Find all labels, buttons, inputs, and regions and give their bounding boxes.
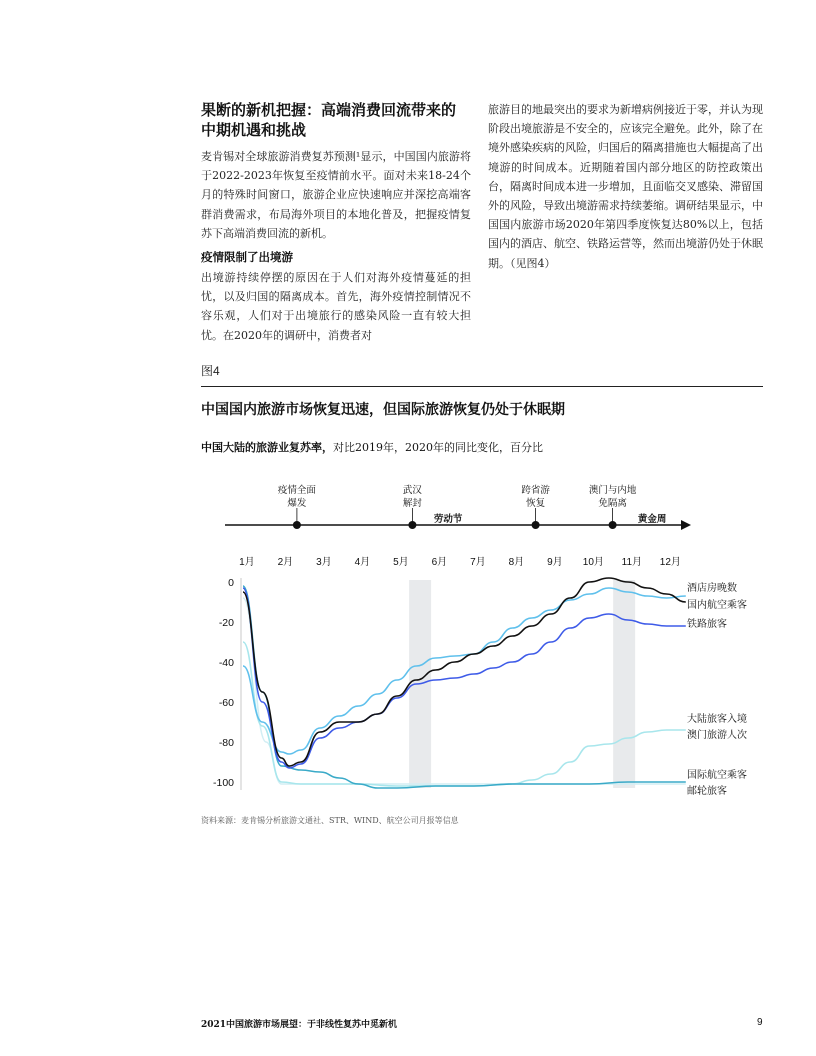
timeline-event-label-3-line1: 澳门与内地 (588, 485, 637, 496)
series-label-2: 铁路旅客 (687, 619, 727, 630)
recovery-line-chart (201, 470, 763, 810)
source-note: 资料来源：麦肯锡分析旅游文通社、STR、WIND、航空公司月报等信息 (201, 816, 459, 825)
timeline-event-label-0-line2: 爆发 (287, 498, 307, 509)
y-tick-label-3: -60 (218, 697, 234, 709)
month-tick-label-1: 2月 (277, 557, 294, 568)
timeline-event-label-2-line2: 恢复 (526, 498, 546, 509)
month-tick-label-9: 10月 (582, 557, 604, 568)
month-tick-label-2: 3月 (316, 557, 332, 568)
timeline-event-label-1-line2: 解封 (402, 498, 422, 509)
series-label-4: 澳门旅游人次 (687, 730, 747, 741)
month-tick-label-0: 1月 (239, 557, 255, 568)
section-title (201, 100, 471, 140)
timeline-event-label-2-line1: 跨省游 (521, 485, 550, 496)
figure-subtitle (201, 439, 543, 455)
y-tick-label-5: -100 (212, 777, 234, 789)
month-tick-label-4: 5月 (393, 557, 409, 568)
article-left-column (201, 100, 471, 345)
body-paragraph-left: 出境游持续停摆的原因在于人们对海外疫情蔓延的担忧，以及归国的隔离成本。首先，海外疫情控制情况不容乐观，人们对于出境旅行的感染风险一直有较大担忧。在2020年的调研中，消费者对 (201, 271, 471, 342)
timeline-event-label-0-line1: 疫情全面 (277, 485, 316, 496)
figure-divider (201, 386, 763, 387)
month-tick-label-5: 6月 (431, 557, 448, 568)
y-tick-label-4: -80 (218, 737, 234, 749)
body-paragraph-right: 旅游目的地最突出的要求为新增病例接近于零，并认为现阶段出境旅游是不安全的，应该完全避免。此外，除了在境外感染疾病的风险，归国后的隔离措施也大幅提高了出境游的时间成本。近期随着国内部分地区的防控政策出台，隔离时间成本进一步增加，且面临交叉感染、滞留国外的风险，导致出境游需求持续萎缩。调研结果显示，中国国内旅游市场2020年第四季度恢复达80%以上，包括国内的酒店、航空、铁路运营等，然而出境游仍处于休眠期。（见图4） (488, 103, 763, 270)
period-label-1: 黄金周 (637, 514, 667, 525)
holiday-band-1 (613, 580, 635, 788)
page-number: 9 (757, 1017, 763, 1028)
month-tick-label-10: 11月 (621, 557, 643, 568)
series-label-6: 邮轮旅客 (687, 786, 727, 797)
month-tick-label-7: 8月 (508, 557, 525, 568)
series-label-0: 酒店房晚数 (687, 583, 737, 594)
article-right-column (488, 100, 763, 273)
y-tick-label-2: -40 (218, 657, 234, 669)
series-label-1: 国内航空乘客 (687, 600, 747, 611)
section-title-line1: 果断的新机把握：高端消费回流带来的 (201, 101, 457, 119)
y-tick-label-0: 0 (228, 577, 234, 589)
month-tick-label-8: 9月 (547, 557, 563, 568)
section-title-line2: 中期机遇和挑战 (201, 121, 307, 139)
figure-label: 图4 (201, 364, 220, 378)
period-label-0: 劳动节 (433, 514, 463, 525)
series-label-5: 国际航空乘客 (687, 770, 747, 781)
subheading: 疫情限制了出境游 (201, 250, 293, 265)
timeline-arrowhead (681, 520, 691, 530)
y-tick-label-1: -20 (218, 617, 234, 629)
footer-title: 2021中国旅游市场展望：于非线性复苏中觅新机 (201, 1020, 398, 1030)
figure-title: 中国国内旅游市场恢复迅速，但国际旅游恢复仍处于休眠期 (201, 402, 565, 418)
timeline-event-label-1-line1: 武汉 (402, 485, 422, 496)
figure-subtitle-rest: 对比2019年，2020年的同比变化，百分比 (333, 441, 543, 454)
timeline-event-label-3-line2: 免隔离 (598, 498, 627, 509)
series-label-3: 大陆旅客入境 (687, 714, 747, 725)
chart-svg (201, 470, 763, 810)
intro-paragraph: 麦肯锡对全球旅游消费复苏预测¹显示，中国国内旅游将于2022-2023年恢复至疫情前水平。面对未来18-24个月的特殊时间窗口，旅游企业应快速响应并深挖高端客群消费需求，布局海外项目的本地化普及，把握疫情复苏下高端消费回流的新机。 (201, 150, 471, 240)
month-tick-label-6: 7月 (470, 557, 486, 568)
month-tick-label-11: 12月 (659, 557, 681, 568)
month-tick-label-3: 4月 (354, 557, 371, 568)
figure-subtitle-bold: 中国大陆的旅游业复苏率， (201, 441, 333, 454)
